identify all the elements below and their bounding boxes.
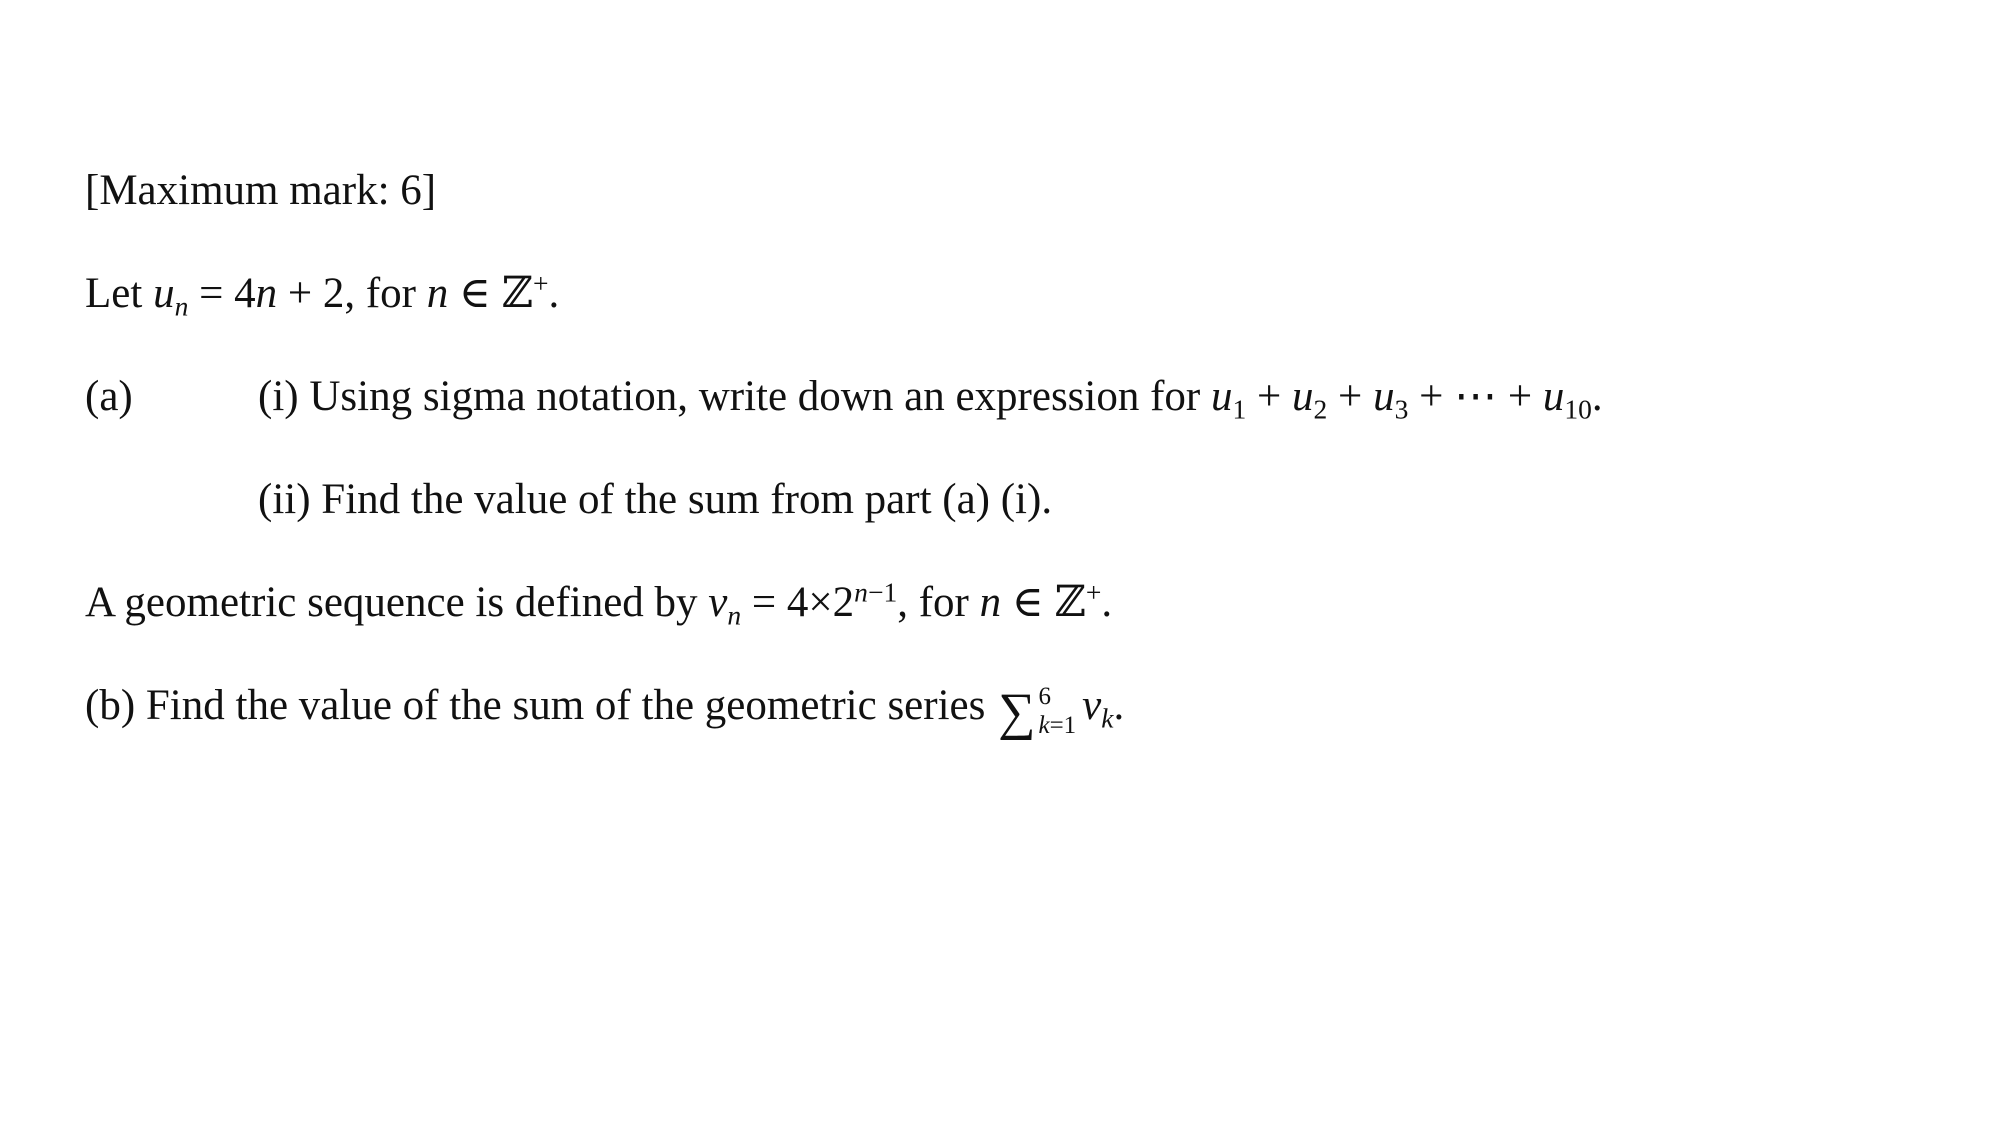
math-subscript: 3 <box>1394 393 1409 425</box>
math-text: . <box>1113 682 1125 729</box>
part-label: (a) <box>85 373 133 420</box>
part-a-i-line <box>85 345 1940 448</box>
math-text: , for <box>897 579 980 626</box>
math-variable: u <box>1211 373 1233 420</box>
math-text: . <box>1101 579 1113 626</box>
math-subscript: n <box>727 599 742 631</box>
math-text: ∈ ℤ <box>1001 579 1086 626</box>
math-text: A geometric sequence is defined by <box>85 579 709 626</box>
problem-document <box>85 139 1940 757</box>
math-variable: v <box>1082 682 1102 729</box>
math-text: + <box>1246 373 1293 420</box>
math-variable: n <box>979 579 1002 626</box>
math-variable: u <box>1292 373 1314 420</box>
math-text: + <box>1327 373 1374 420</box>
sigma-lower-limit <box>1039 712 1077 741</box>
math-subscript: n <box>174 290 189 322</box>
part-a-ii-line <box>85 448 1940 551</box>
math-text: . <box>548 270 560 317</box>
maximum-mark-line <box>85 139 1940 242</box>
part-b-line <box>85 654 1940 757</box>
sigma-limits <box>1039 683 1077 740</box>
math-subscript: k <box>1101 702 1114 734</box>
math-text: ∈ ℤ <box>448 270 533 317</box>
math-superscript: + <box>1085 576 1102 608</box>
sigma-upper-limit: 6 <box>1038 683 1051 711</box>
math-text: (i) Using sigma notation, write down an expression for <box>258 373 1211 420</box>
math-text: + 2, for <box>277 270 427 317</box>
sigma-notation <box>998 683 1076 740</box>
math-text: Let <box>85 270 154 317</box>
math-variable: n <box>426 270 449 317</box>
math-subscript: 1 <box>1232 393 1247 425</box>
math-part: =1 <box>1049 712 1077 740</box>
math-text: = 4 <box>188 270 256 317</box>
math-part: k <box>1038 712 1050 740</box>
math-superscript: −1 <box>867 576 898 608</box>
math-text: (b) Find the value of the sum of the geometric series <box>85 682 997 729</box>
math-subscript: 10 <box>1564 393 1592 425</box>
math-variable: v <box>708 579 728 626</box>
sigma-operator-icon: ∑ <box>998 682 1036 741</box>
math-text: [Maximum mark: 6] <box>85 167 437 214</box>
geometric-sequence-definition-line <box>85 551 1940 654</box>
math-lines <box>85 139 1940 757</box>
math-superscript: + <box>532 267 549 299</box>
math-variable: u <box>1542 373 1565 420</box>
arithmetic-sequence-definition-line <box>85 242 1940 345</box>
math-text: + ⋯ + <box>1408 373 1543 420</box>
math-subscript: 2 <box>1313 393 1328 425</box>
math-variable: n <box>255 270 278 317</box>
math-variable: u <box>153 270 175 317</box>
math-variable: u <box>1373 373 1395 420</box>
math-text: . <box>1591 373 1603 420</box>
math-text: = 4×2 <box>741 579 855 626</box>
math-superscript: n <box>854 576 868 608</box>
math-text: (ii) Find the value of the sum from part (a) (i). <box>258 476 1053 523</box>
